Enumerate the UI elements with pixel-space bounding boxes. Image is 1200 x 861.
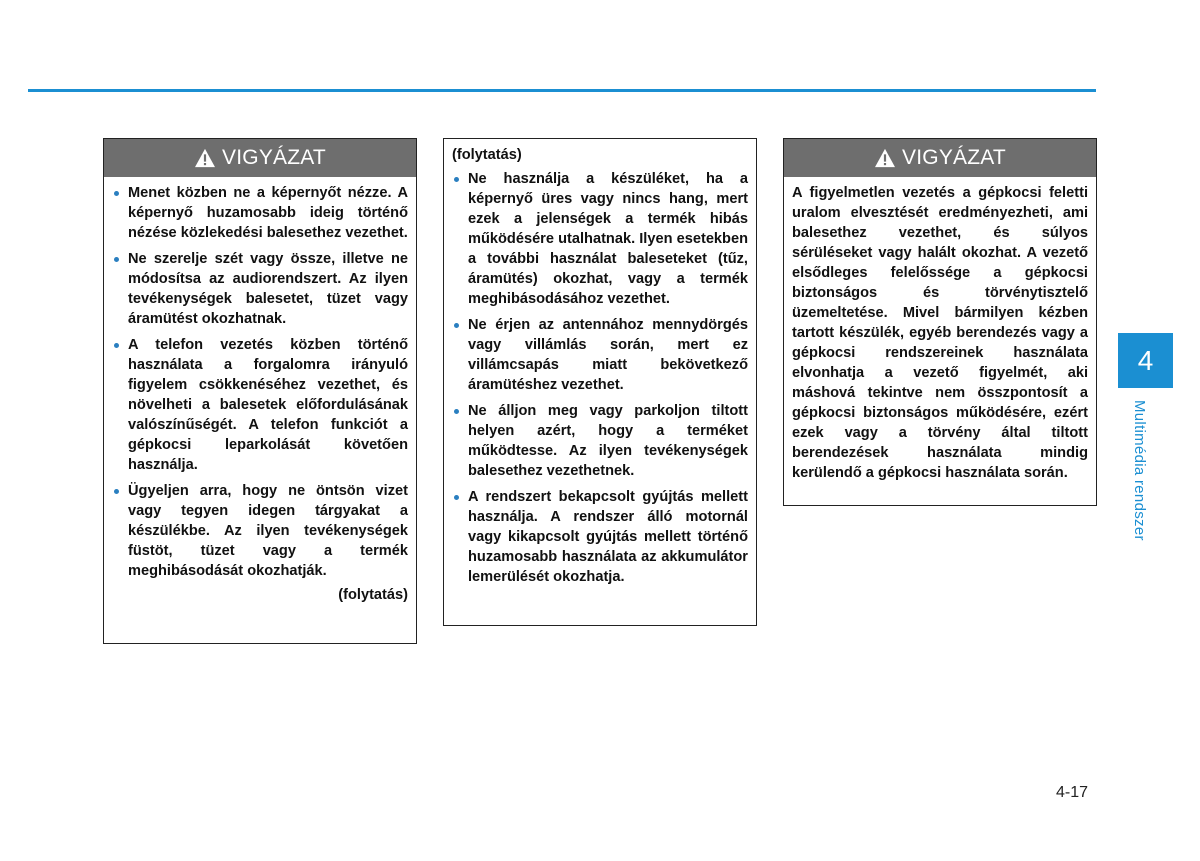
list-item: Ügyeljen arra, hogy ne öntsön vizet vagy tegyen idegen tárgyakat a készülékbe. Az ilyen tevékenységek füstöt, tüzet vagy a termék meghibásodását okozhatják.: [112, 481, 408, 581]
caution-header: [104, 139, 416, 177]
chapter-number: 4: [1137, 344, 1154, 376]
list-item: A rendszert bekapcsolt gyújtás mellett használja. A rendszer álló motornál vagy kikapcsolt gyújtás mellett történő huzamosabb használata az akkumulátor lemerülését okozhatja.: [452, 487, 748, 587]
caution-list: [452, 169, 748, 587]
caution-title: VIGYÁZAT: [902, 146, 1006, 169]
top-rule: [28, 89, 1096, 92]
list-item: Ne érjen az antennához mennydörgés vagy villámlás során, mert ez villámcsapás miatt bekövetkező áramütéshez vezethet.: [452, 315, 748, 395]
caution-title: VIGYÁZAT: [222, 146, 326, 169]
list-item: Ne használja a készüléket, ha a képernyő üres vagy nincs hang, mert ezek a jelenségek a termék hibás működésére utalhatnak. Ilyen esetekben a további használat baleseteket (tűz, áramütés) okozhat, vagy a termék meghibásodásához vezethet.: [452, 169, 748, 309]
caution-header: [784, 139, 1096, 177]
caution-content: [444, 139, 756, 599]
warning-triangle-icon: [194, 148, 216, 168]
caution-box-right: [783, 138, 1097, 506]
list-item: Menet közben ne a képernyőt nézze. A képernyő huzamosabb ideig történő nézése közlekedési balesethez vezethet.: [112, 183, 408, 243]
page-number: 4-17: [1056, 784, 1089, 801]
caution-list: [112, 183, 408, 581]
caution-box-left: [103, 138, 417, 644]
caution-box-middle: [443, 138, 757, 626]
list-item: A telefon vezetés közben történő használata a forgalomra irányuló figyelem csökkenéséhez vezethet, és növelheti a balesetek előfordulásának valószínűségét. A telefon funkciót a gépkocsi leparkolását követően használja.: [112, 335, 408, 475]
continued-label: (folytatás): [452, 147, 522, 163]
list-item: Ne álljon meg vagy parkoljon tiltott helyen azért, hogy a terméket működtesse. Az ilyen tevékenységek balesethez vezethetnek.: [452, 401, 748, 481]
caution-content: [104, 177, 416, 615]
continued-label: (folytatás): [338, 587, 408, 603]
chapter-side-label: Multimédia rendszer: [1131, 400, 1148, 541]
caution-paragraph: A figyelmetlen vezetés a gépkocsi feletti uralom elvesztését eredményezheti, ami balesethez vezethet, és súlyos sérüléseket vagy halált okozhat. A vezető elsődleges felelőssége a gépkocsi biztonságos és törvénytisztelő üzemeltetése. Mivel bármilyen kézben tartott készülék, egyéb berendezés vagy a gépkocsi rendszereinek használata elvonhatja a vezető figyelmét, aki máshová tekintve nem összpontosít a gépkocsi biztonságos működésére, ezért ezek vagy a törvény által tiltott berendezések használata mindig kerülendő a gépkocsi használata során.: [792, 185, 1088, 481]
caution-content: [784, 177, 1096, 489]
chapter-tab: [1118, 333, 1173, 388]
list-item: Ne szerelje szét vagy össze, illetve ne módosítsa az audiorendszert. Az ilyen tevékenységek balesetet, tüzet vagy áramütést okozhatnak.: [112, 249, 408, 329]
warning-triangle-icon: [874, 148, 896, 168]
